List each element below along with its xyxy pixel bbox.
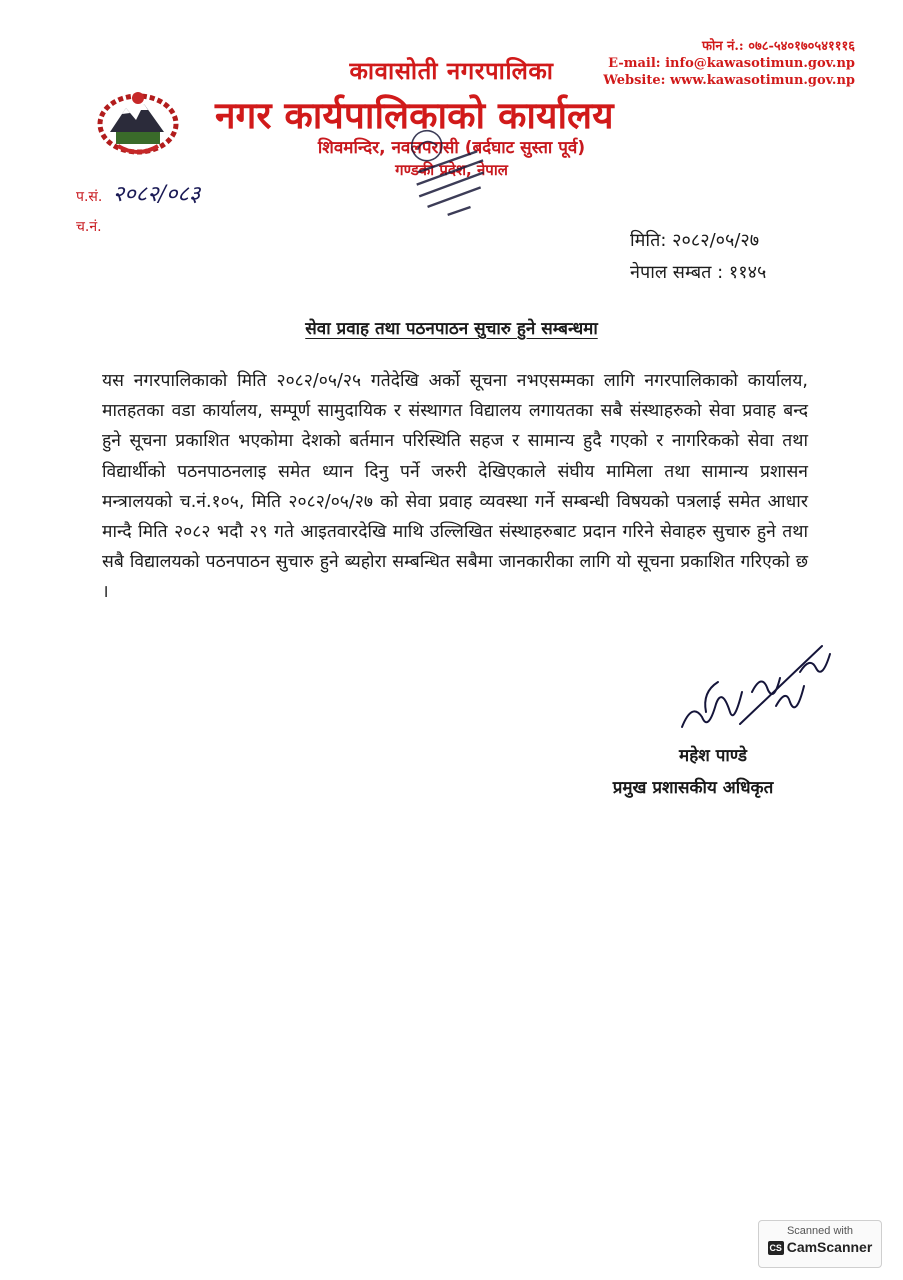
scanner-badge	[758, 1220, 882, 1268]
cn-label: च.नं.	[76, 219, 102, 235]
signatory-name: महेश पाण्डे	[679, 746, 747, 766]
scanner-brand: CamScanner	[786, 1239, 873, 1255]
contact-website: Website: www.kawasotimun.gov.np	[603, 73, 855, 88]
scanner-line1: Scanned with	[786, 1225, 854, 1237]
date-nepal-sambat: नेपाल सम्बत : ११४५	[630, 262, 767, 283]
signatory-block	[588, 740, 798, 804]
date-block	[630, 225, 766, 289]
office-seal-icon	[394, 118, 502, 238]
contact-phone: फोन नं.: ०७८-५४०१७०५४१११६	[702, 39, 855, 54]
ps-value: २०८२/०८३	[112, 182, 201, 207]
contact-email: E-mail: info@kawasotimun.gov.np	[608, 56, 855, 71]
contact-block	[603, 38, 855, 89]
subject-text: सेवा प्रवाह तथा पठनपाठन सुचारु हुने सम्बन्धमा	[305, 319, 598, 339]
office-address: शिवमन्दिर, नवलपरासी (बर्दघाट सुस्ता पूर्व)	[317, 138, 586, 158]
handwritten-signature	[672, 632, 837, 752]
municipality-name: कावासोती नगरपालिका	[349, 57, 554, 85]
ps-line	[76, 180, 200, 212]
office-location: गण्डकी प्रदेश, नेपाल	[395, 161, 508, 179]
camscanner-icon: CS	[769, 1243, 782, 1253]
reference-block	[76, 180, 200, 242]
signatory-title: प्रमुख प्रशासकीय अधिकृत	[612, 778, 774, 798]
ps-label: प.सं.	[76, 189, 103, 205]
notice-body: यस नगरपालिकाको मिति २०८२/०५/२५ गतेदेखि अर्को सूचना नभएसम्मका लागि नगरपालिकाको कार्यालय, मातहतका वडा कार्यालय, सम्पूर्ण सामुदायिक र संस्थागत विद्यालय लगायतका सबै संस्थाहरुको सेवा प्रवाह बन्द हुने सूचना प्रकाशित भएकोमा देशको बर्तमान परिस्थिति सहज र सामान्य हुदै गएको र नागरिकको सेवा तथा विद्यार्थीको पठनपाठनलाइ समेत ध्यान दिनु पर्ने जरुरी देखिएकाले संघीय मामिला तथा सामान्य प्रशासन मन्त्रालयको च.नं.१०५, मिति २०८२/०५/२७ को सेवा प्रवाह व्यवस्था गर्ने सम्बन्धी विषयको पत्रलाई समेत आधार मान्दै मिति २०८२ भदौ २९ गते आइतवारदेखि माथि उल्लिखित संस्थाहरुबाट प्रदान गरिने सेवाहरु सुचारु हुने तथा सबै विद्यालयको पठनपाठन सुचारु हुने ब्यहोरा सम्बन्धित सबैमा जानकारीका लागि यो सूचना प्रकाशित गरिएको छ ।	[102, 371, 808, 603]
office-title: नगर कार्यपालिकाको कार्यालय	[215, 94, 614, 137]
scanner-line2	[759, 1239, 881, 1255]
subject-line	[0, 316, 903, 339]
date-miti: मिति: २०८२/०५/२७	[630, 230, 760, 251]
